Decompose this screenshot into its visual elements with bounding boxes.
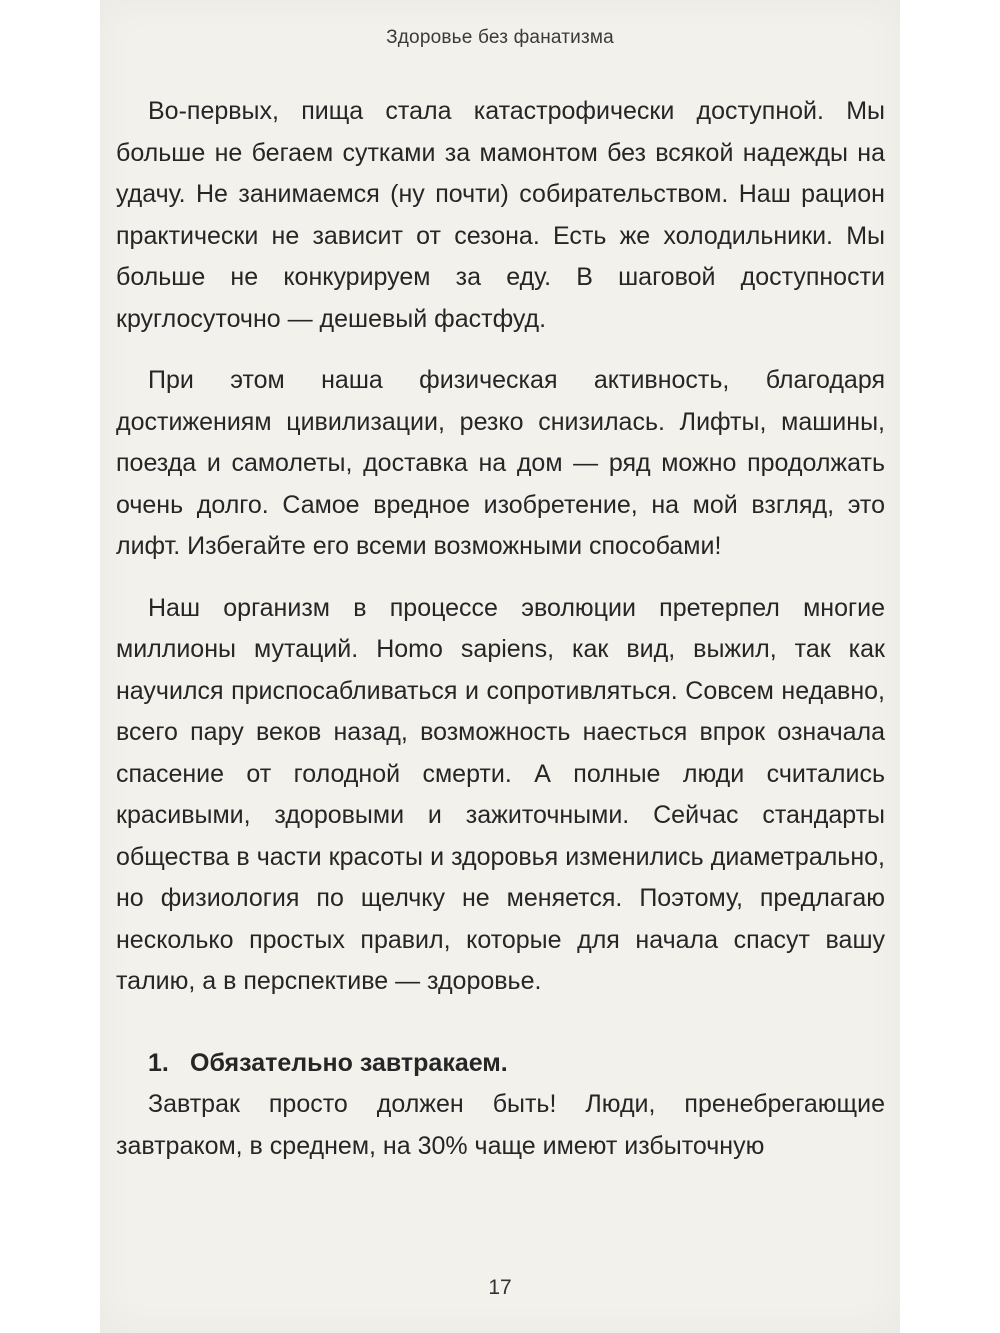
section-paragraph: Завтрак просто должен быть! Люди, пренебрегающие завтраком, в среднем, на 30% чаще имеют избыточную bbox=[116, 1090, 885, 1160]
running-head: Здоровье без фанатизма bbox=[386, 27, 614, 48]
page-body bbox=[116, 91, 885, 1167]
section-heading bbox=[116, 1043, 885, 1085]
page-number: 17 bbox=[488, 1276, 512, 1299]
paragraph: Наш организм в процессе эволюции претерпел многие миллионы мутаций. Homo sapiens, как вид, выжил, так как научился приспосабливаться и сопротивляться. Совсем недавно, всего пару веков назад, возможность наесться впрок означала спасение от голодной смерти. А полные люди считались красивыми, здоровыми и зажиточными. Сейчас стандарты общества в части красоты и здоровья изменились диаметрально, но физиология по щелчку не меняется. Поэтому, предлагаю несколько простых правил, которые для начала спасут вашу талию, а в перспективе — здоровье. bbox=[116, 593, 885, 995]
section-number: 1. bbox=[148, 1048, 169, 1077]
paragraph: Во-первых, пища стала катастрофически доступной. Мы больше не бегаем сутками за мамонтом без всякой надежды на удачу. Не занимаемся (ну почти) собирательством. Наш рацион практически не зависит от сезона. Есть же холодильники. Мы больше не конкурируем за еду. В шаговой доступности круглосуточно — дешевый фастфуд. bbox=[116, 97, 885, 333]
book-page bbox=[100, 0, 900, 1333]
section-title: Обязательно завтракаем. bbox=[190, 1048, 508, 1077]
paragraph: При этом наша физическая активность, благодаря достижениям цивилизации, резко снизилась. Лифты, машины, поезда и самолеты, доставка на дом — ряд можно продолжать очень долго. Самое вредное изобретение, на мой взгляд, это лифт. Избегайте его всеми возможными способами! bbox=[116, 366, 885, 560]
